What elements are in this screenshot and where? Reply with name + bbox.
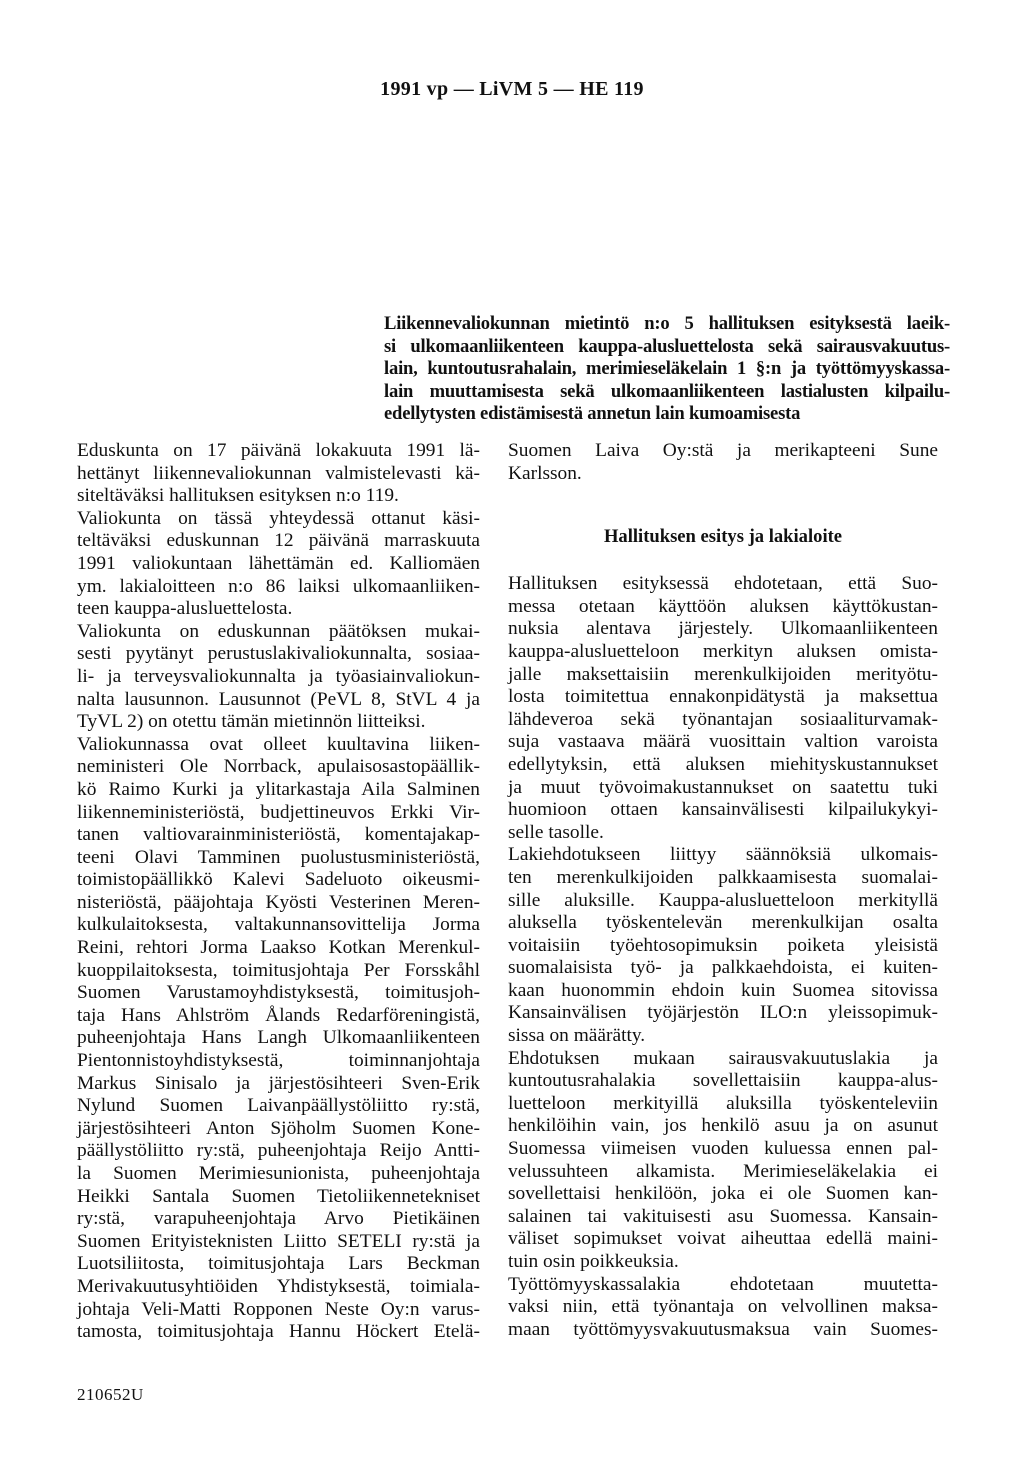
text-line: 1991 valiokuntaan lähettämän ed. Kalliomäen: [77, 552, 480, 574]
text-line: sissa on määrätty.: [508, 1025, 646, 1047]
text-line: TyVL 2) on otettu tämän mietinnön liitteiksi.: [77, 711, 426, 733]
title-line: Liikennevaliokunnan mietintö n:o 5 hallituksen esityksestä laeik-: [384, 313, 950, 334]
text-line: taja Hans Ahlström Ålands Redarföreningistä,: [77, 1004, 480, 1026]
text-line: li- ja terveysvaliokunnalta ja työasiainvaliokun-: [77, 665, 480, 687]
text-line: vaksi niin, että työnantaja on velvollinen maksa-: [508, 1296, 938, 1318]
text-line: sille aluksille. Kauppa-alusluetteloon merkityllä: [508, 889, 938, 911]
title-line: si ulkomaanliikenteen kauppa-alusluettelosta sekä sairausvakuutus-: [384, 335, 950, 357]
text-line: puheenjohtaja Hans Langh Ulkomaanliikenteen: [77, 1027, 480, 1049]
text-line: Ehdotuksen mukaan sairausvakuutuslakia ja: [508, 1047, 938, 1069]
text-line: suomalaisista työ- ja palkkaehdoista, ei kuiten-: [508, 957, 938, 979]
text-line: kulkulaitoksesta, valtakunnansovittelija Jorma: [77, 914, 480, 936]
text-line: ry:stä, varapuheenjohtaja Arvo Pietikäinen: [77, 1208, 480, 1230]
text-line: Hallituksen esityksessä ehdotetaan, että Suo-: [508, 573, 938, 595]
text-line: losta toimitettua ennakonpidätystä ja maksettua: [508, 686, 938, 708]
text-line: Kansainvälisen työjärjestön ILO:n yleissopimuk-: [508, 1002, 938, 1024]
text-line: Pientonnistoyhdistyksestä, toiminnanjohtaja: [77, 1050, 480, 1072]
text-line: Karlsson.: [508, 462, 582, 484]
text-line: kuoppilaitoksesta, toimitusjohtaja Per Forsskåhl: [77, 959, 480, 981]
text-line: nuksia alentava järjestely. Ulkomaanliikenteen: [508, 618, 938, 640]
paragraph-statements: [77, 621, 480, 734]
text-line: Työttömyyskassalakia ehdotetaan muutetta-: [508, 1273, 938, 1295]
text-line: henkilöihin vain, jos henkilö asuu ja on asunut: [508, 1115, 938, 1137]
text-line: aluksella työskentelevän merenkulkijan osalta: [508, 912, 938, 934]
text-line: väliset sopimukset voivat aiheuttaa edellä maini-: [508, 1228, 938, 1250]
text-line: kauppa-alusluetteloon merkityn aluksen omista-: [508, 640, 938, 662]
paragraph-referral: [77, 440, 480, 508]
text-line: suja vastaava määrä vuosittain valtion varoista: [508, 731, 938, 753]
text-line: ja muut työvoimakustannukset on saatettu tuki: [508, 776, 938, 798]
title-line: lain, kuntoutusrahalain, merimieseläkelain 1 §:n ja työttömyyskassa-: [384, 358, 950, 380]
text-line: teeni Olavi Tamminen puolustusministeriöstä,: [77, 846, 480, 868]
text-line: nalta lausunnon. Lausunnot (PeVL 8, StVL 4 ja: [77, 688, 480, 710]
text-line: ten merenkulkijoiden palkkaamisesta suomalai-: [508, 866, 938, 888]
text-line: la Suomen Merimiesunionista, puheenjohtaja: [77, 1163, 480, 1184]
paragraph-motion: [77, 508, 480, 621]
text-line: edellytyksin, että aluksen miehityskustannukset: [508, 753, 938, 775]
paragraph-insurance: [508, 1048, 938, 1274]
text-line: Reini, rehtori Jorma Laakso Kotkan Merenkul-: [77, 937, 480, 959]
text-line: siteltäväksi hallituksen esityksen n:o 119.: [77, 485, 399, 507]
text-line: teen kauppa-alusluettelosta.: [77, 598, 293, 620]
text-line: teltäväksi eduskunnan 12 päivänä marraskuuta: [77, 530, 480, 552]
text-line: Lakiehdotukseen liittyy säännöksiä ulkomais-: [508, 844, 938, 866]
section-heading: Hallituksen esitys ja lakialoite: [603, 526, 843, 548]
text-line: kaan huonommin ehdoin kuin Suomea sitovissa: [508, 979, 938, 1001]
text-line: jalle maksettaisiin merenkulkijoiden merityötu-: [508, 663, 938, 685]
text-line: päällystöliitto ry:stä, puheenjohtaja Reijo Antti-: [77, 1140, 480, 1162]
text-line: sesti pyytänyt perustuslakivaliokunnalta, sosiaa-: [77, 643, 480, 665]
text-line: Markus Sinisalo ja järjestösihteeri Sven-Erik: [77, 1072, 480, 1094]
paragraph-continuation: [508, 440, 938, 485]
text-line: kuntoutusrahalakia sovellettaisiin kauppa-alus-: [508, 1070, 938, 1092]
text-line: salainen tai vakituisesti asu Suomessa. Kansain-: [508, 1205, 938, 1227]
text-line: hettänyt liikennevaliokunnan valmistelevasti kä-: [77, 462, 480, 484]
text-line: Luotsiliitosta, toimitusjohtaja Lars Beckman: [77, 1253, 480, 1275]
title-line: edellytysten edistämisestä annetun lain kumoamisesta: [384, 403, 801, 425]
left-column: [77, 440, 480, 1344]
text-line: ym. lakialoitteen n:o 86 laiksi ulkomaanliiken-: [77, 575, 480, 597]
text-line: Nylund Suomen Laivanpäällystöliitto ry:stä,: [77, 1095, 480, 1117]
paragraph-foreign-seafarers: [508, 844, 938, 1047]
spacer: [508, 548, 938, 573]
text-line: lähdeveroa sekä työnantajan sosiaaliturvamak-: [508, 708, 938, 730]
text-line: johtaja Veli-Matti Ropponen Neste Oy:n varus-: [77, 1298, 480, 1320]
text-line: Suomen Varustamoyhdistyksestä, toimitusjoh-: [77, 982, 480, 1004]
text-line: toimistopäällikkö Kalevi Sadeluoto oikeusmi-: [77, 869, 480, 891]
paragraph-experts-heard: [77, 734, 480, 1344]
text-line: Valiokunta on eduskunnan päätöksen mukai-: [77, 620, 480, 642]
text-line: maan työttömyysvakuutusmaksua vain Suomes-: [508, 1318, 938, 1340]
text-line: Valiokunnassa ovat olleet kuultavina liiken-: [77, 733, 480, 755]
right-column: [508, 440, 938, 1341]
text-line: Eduskunta on 17 päivänä lokakuuta 1991 lä-: [77, 440, 480, 461]
text-line: selle tasolle.: [508, 821, 604, 843]
text-line: Merivakuutusyhtiöiden Yhdistyksestä, toimiala-: [77, 1275, 480, 1297]
text-line: tuin osin poikkeuksia.: [508, 1251, 679, 1272]
text-line: järjestösihteeri Anton Sjöholm Suomen Kone-: [77, 1117, 480, 1139]
text-line: liikenneministeriöstä, budjettineuvos Erkki Vir-: [77, 801, 480, 823]
text-line: velussuhteen alkamista. Merimieseläkelakia ei: [508, 1160, 938, 1182]
text-line: sovellettaisi henkilöön, joka ei ole Suomen kan-: [508, 1183, 938, 1205]
text-line: neministeri Ole Norrback, apulaisosastopäällik-: [77, 756, 480, 778]
text-line: nisteriöstä, pääjohtaja Kyösti Vesterinen Meren-: [77, 891, 480, 913]
text-line: luetteloon merkityillä aluksilla työskenteleviin: [508, 1092, 938, 1114]
text-line: Suomen Erityisteknisten Liitto SETELI ry:stä ja: [77, 1230, 480, 1252]
text-line: Suomen Laiva Oy:stä ja merikapteeni Sune: [508, 440, 938, 461]
text-line: tanen valtiovarainministeriöstä, komentajakap-: [77, 824, 480, 846]
document-title: [384, 313, 950, 426]
paragraph-proposal: [508, 573, 938, 844]
text-line: Suomessa viimeisen vuoden kuluessa ennen pal-: [508, 1138, 938, 1160]
text-line: kö Raimo Kurki ja ylitarkastaja Aila Salminen: [77, 778, 480, 800]
text-line: Heikki Santala Suomen Tietoliikennetekniset: [77, 1185, 480, 1207]
text-line: voitaisiin työehtosopimuksin poiketa yleisistä: [508, 934, 938, 956]
text-line: tamosta, toimitusjohtaja Hannu Höckert Etelä-: [77, 1321, 480, 1343]
page-header: 1991 vp — LiVM 5 — HE 119: [380, 78, 644, 100]
text-line: Valiokunta on tässä yhteydessä ottanut käsi-: [77, 507, 480, 529]
print-code: 210652U: [77, 1385, 144, 1404]
spacer: [508, 485, 938, 526]
paragraph-unemployment: [508, 1274, 938, 1342]
text-line: huomioon ottaen kansainvälisesti kilpailukykyi-: [508, 799, 938, 821]
title-line: lain muuttamisesta sekä ulkomaanliikenteen lastialusten kilpailu-: [384, 380, 950, 402]
text-line: messa otetaan käyttöön aluksen käyttökustan-: [508, 595, 938, 617]
